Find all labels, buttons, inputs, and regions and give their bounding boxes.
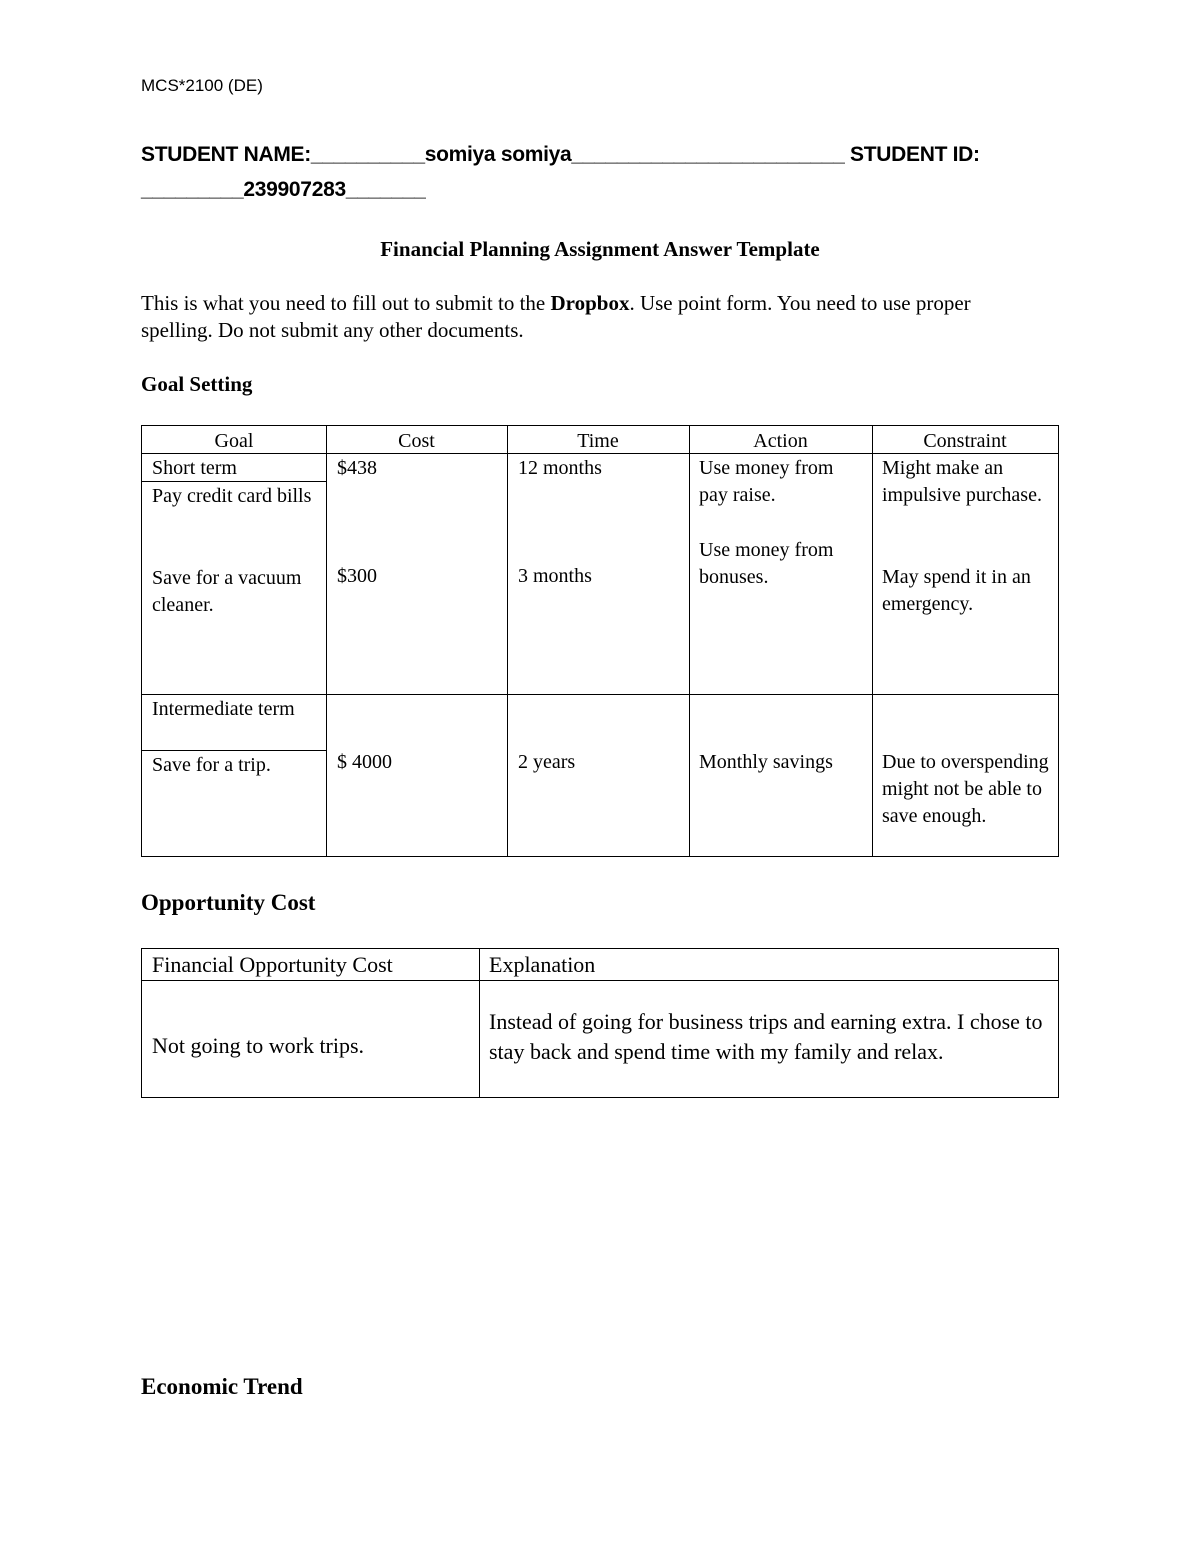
time-intermediate: 2 years — [518, 751, 576, 773]
goal-table — [141, 425, 1059, 857]
intro-dropbox: Dropbox — [550, 291, 630, 315]
col-header-time: Time — [577, 430, 619, 452]
opportunity-cost-heading: Opportunity Cost — [141, 890, 316, 915]
col-header-opportunity-cost: Financial Opportunity Cost — [152, 952, 393, 977]
col-header-explanation: Explanation — [489, 952, 596, 977]
time-short-1: 12 months — [518, 457, 602, 479]
time-short-2: 3 months — [518, 565, 592, 587]
col-divider — [479, 949, 480, 1097]
constraint-short-2: May spend it in an emergency. — [882, 566, 1031, 615]
cost-short-1: $438 — [337, 457, 377, 479]
intro-text-end: . Use point form. You need to use proper spelling. Do not submit any other documents. — [141, 291, 971, 342]
col-divider — [689, 426, 690, 856]
constraint-short-1: Might make an impulsive purchase. — [882, 457, 1042, 506]
opportunity-explanation: Instead of going for business trips and earning extra. I chose to stay back and spend time with my family and relax. — [489, 1009, 1043, 1064]
student-id-line: _________239907283_______ — [141, 178, 426, 201]
opportunity-cost-value: Not going to work trips. — [152, 1033, 365, 1058]
action-intermediate: Monthly savings — [699, 751, 833, 773]
col-header-action: Action — [753, 430, 808, 452]
action-short-2: Use money from bonuses. — [699, 539, 834, 588]
cost-intermediate: $ 4000 — [337, 751, 392, 773]
col-divider — [326, 426, 327, 856]
row-divider — [142, 694, 1058, 695]
col-header-constraint: Constraint — [923, 430, 1007, 452]
intermediate-label: Intermediate term — [152, 698, 295, 720]
student-name-line: STUDENT NAME:__________somiya somiya________________________ STUDENT ID: — [141, 143, 980, 166]
col-header-cost: Cost — [398, 430, 435, 452]
goal-vacuum-cleaner: Save for a vacuum cleaner. — [152, 567, 302, 616]
header-divider — [142, 980, 1058, 981]
cost-short-2: $300 — [337, 565, 377, 587]
action-short-1: Use money from pay raise. — [699, 457, 834, 506]
intermediate-divider — [142, 750, 326, 751]
col-divider — [872, 426, 873, 856]
opportunity-cost-table — [141, 948, 1059, 1098]
constraint-intermediate: Due to overspending might not be able to save enough. — [882, 751, 1049, 827]
goal-setting-heading: Goal Setting — [141, 372, 253, 396]
col-divider — [507, 426, 508, 856]
goal-pay-credit-card: Pay credit card bills — [152, 485, 312, 507]
short-term-label: Short term — [152, 457, 237, 479]
economic-trend-heading: Economic Trend — [141, 1374, 303, 1399]
document-title: Financial Planning Assignment Answer Template — [380, 237, 820, 261]
col-header-goal: Goal — [214, 430, 254, 452]
intro-paragraph — [141, 290, 1041, 344]
intro-text-start: This is what you need to fill out to submit to the — [141, 291, 551, 315]
course-code: MCS*2100 (DE) — [141, 76, 263, 95]
goal-save-trip: Save for a trip. — [152, 754, 271, 776]
